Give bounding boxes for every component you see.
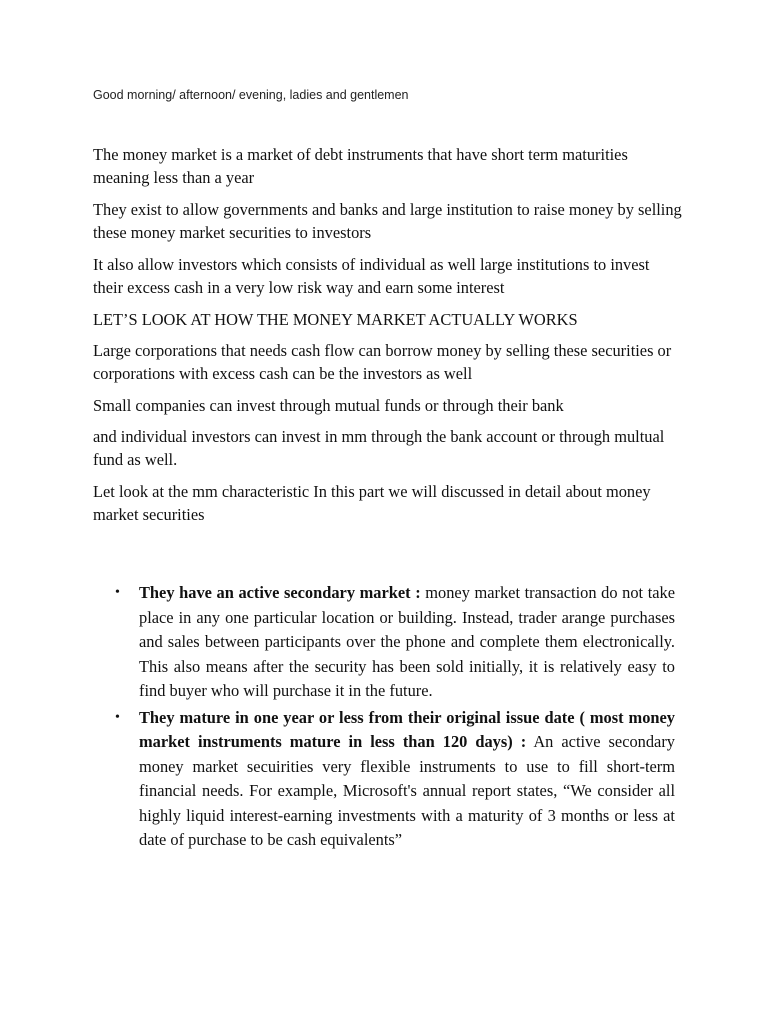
characteristics-list — [115, 581, 675, 855]
list-item — [115, 581, 675, 704]
bullet-icon: • — [115, 585, 120, 600]
paragraph-purpose: They exist to allow governments and banks and large institution to raise money by selling these money market securities to investors — [93, 200, 682, 242]
paragraph-small-companies: Small companies can invest through mutual funds or through their bank — [93, 396, 564, 415]
bullet-text: money market transaction do not take place in any one particular location or building. Instead, trader arange purchases and sales between participants over the phone and complete them electronically. This also means after the security has been sold initially, it is relatively easy to find buyer who will purchase it in the future. — [139, 583, 675, 700]
paragraph-individuals: and individual investors can invest in mm through the bank account or through multual fund as well. — [93, 427, 665, 469]
paragraph-corporations: Large corporations that needs cash flow can borrow money by selling these securities or corporations with excess cash can be the investors as well — [93, 341, 672, 383]
section-heading: LET’S LOOK AT HOW THE MONEY MARKET ACTUALLY WORKS — [93, 310, 578, 329]
bullet-heading: They mature in one year or less from their original issue date ( most money market instruments mature in less than 120 days) : — [139, 707, 675, 751]
document-body — [93, 143, 683, 535]
bullet-icon: • — [115, 709, 120, 725]
paragraph-definition: The money market is a market of debt instruments that have short term maturities meaning less than a year — [93, 145, 628, 187]
bullet-text: An active secondary money market secuirities very flexible instruments to use to fill short-term financial needs. For example, Microsoft's annual report states, “We consider all highly liquid interest-earning investments with a maturity of 3 months or less at date of purchase to be cash equivalents” — [139, 732, 675, 849]
paragraph-investors: It also allow investors which consists of individual as well large institutions to invest their excess cash in a very low risk way and earn some interest — [93, 255, 650, 297]
bullet-heading: They have an active secondary market : — [139, 583, 421, 602]
list-item — [115, 706, 675, 853]
greeting-line: Good morning/ afternoon/ evening, ladies and gentlemen — [93, 88, 409, 102]
paragraph-characteristics: Let look at the mm characteristic In this part we will discussed in detail about money market securities — [93, 482, 651, 524]
